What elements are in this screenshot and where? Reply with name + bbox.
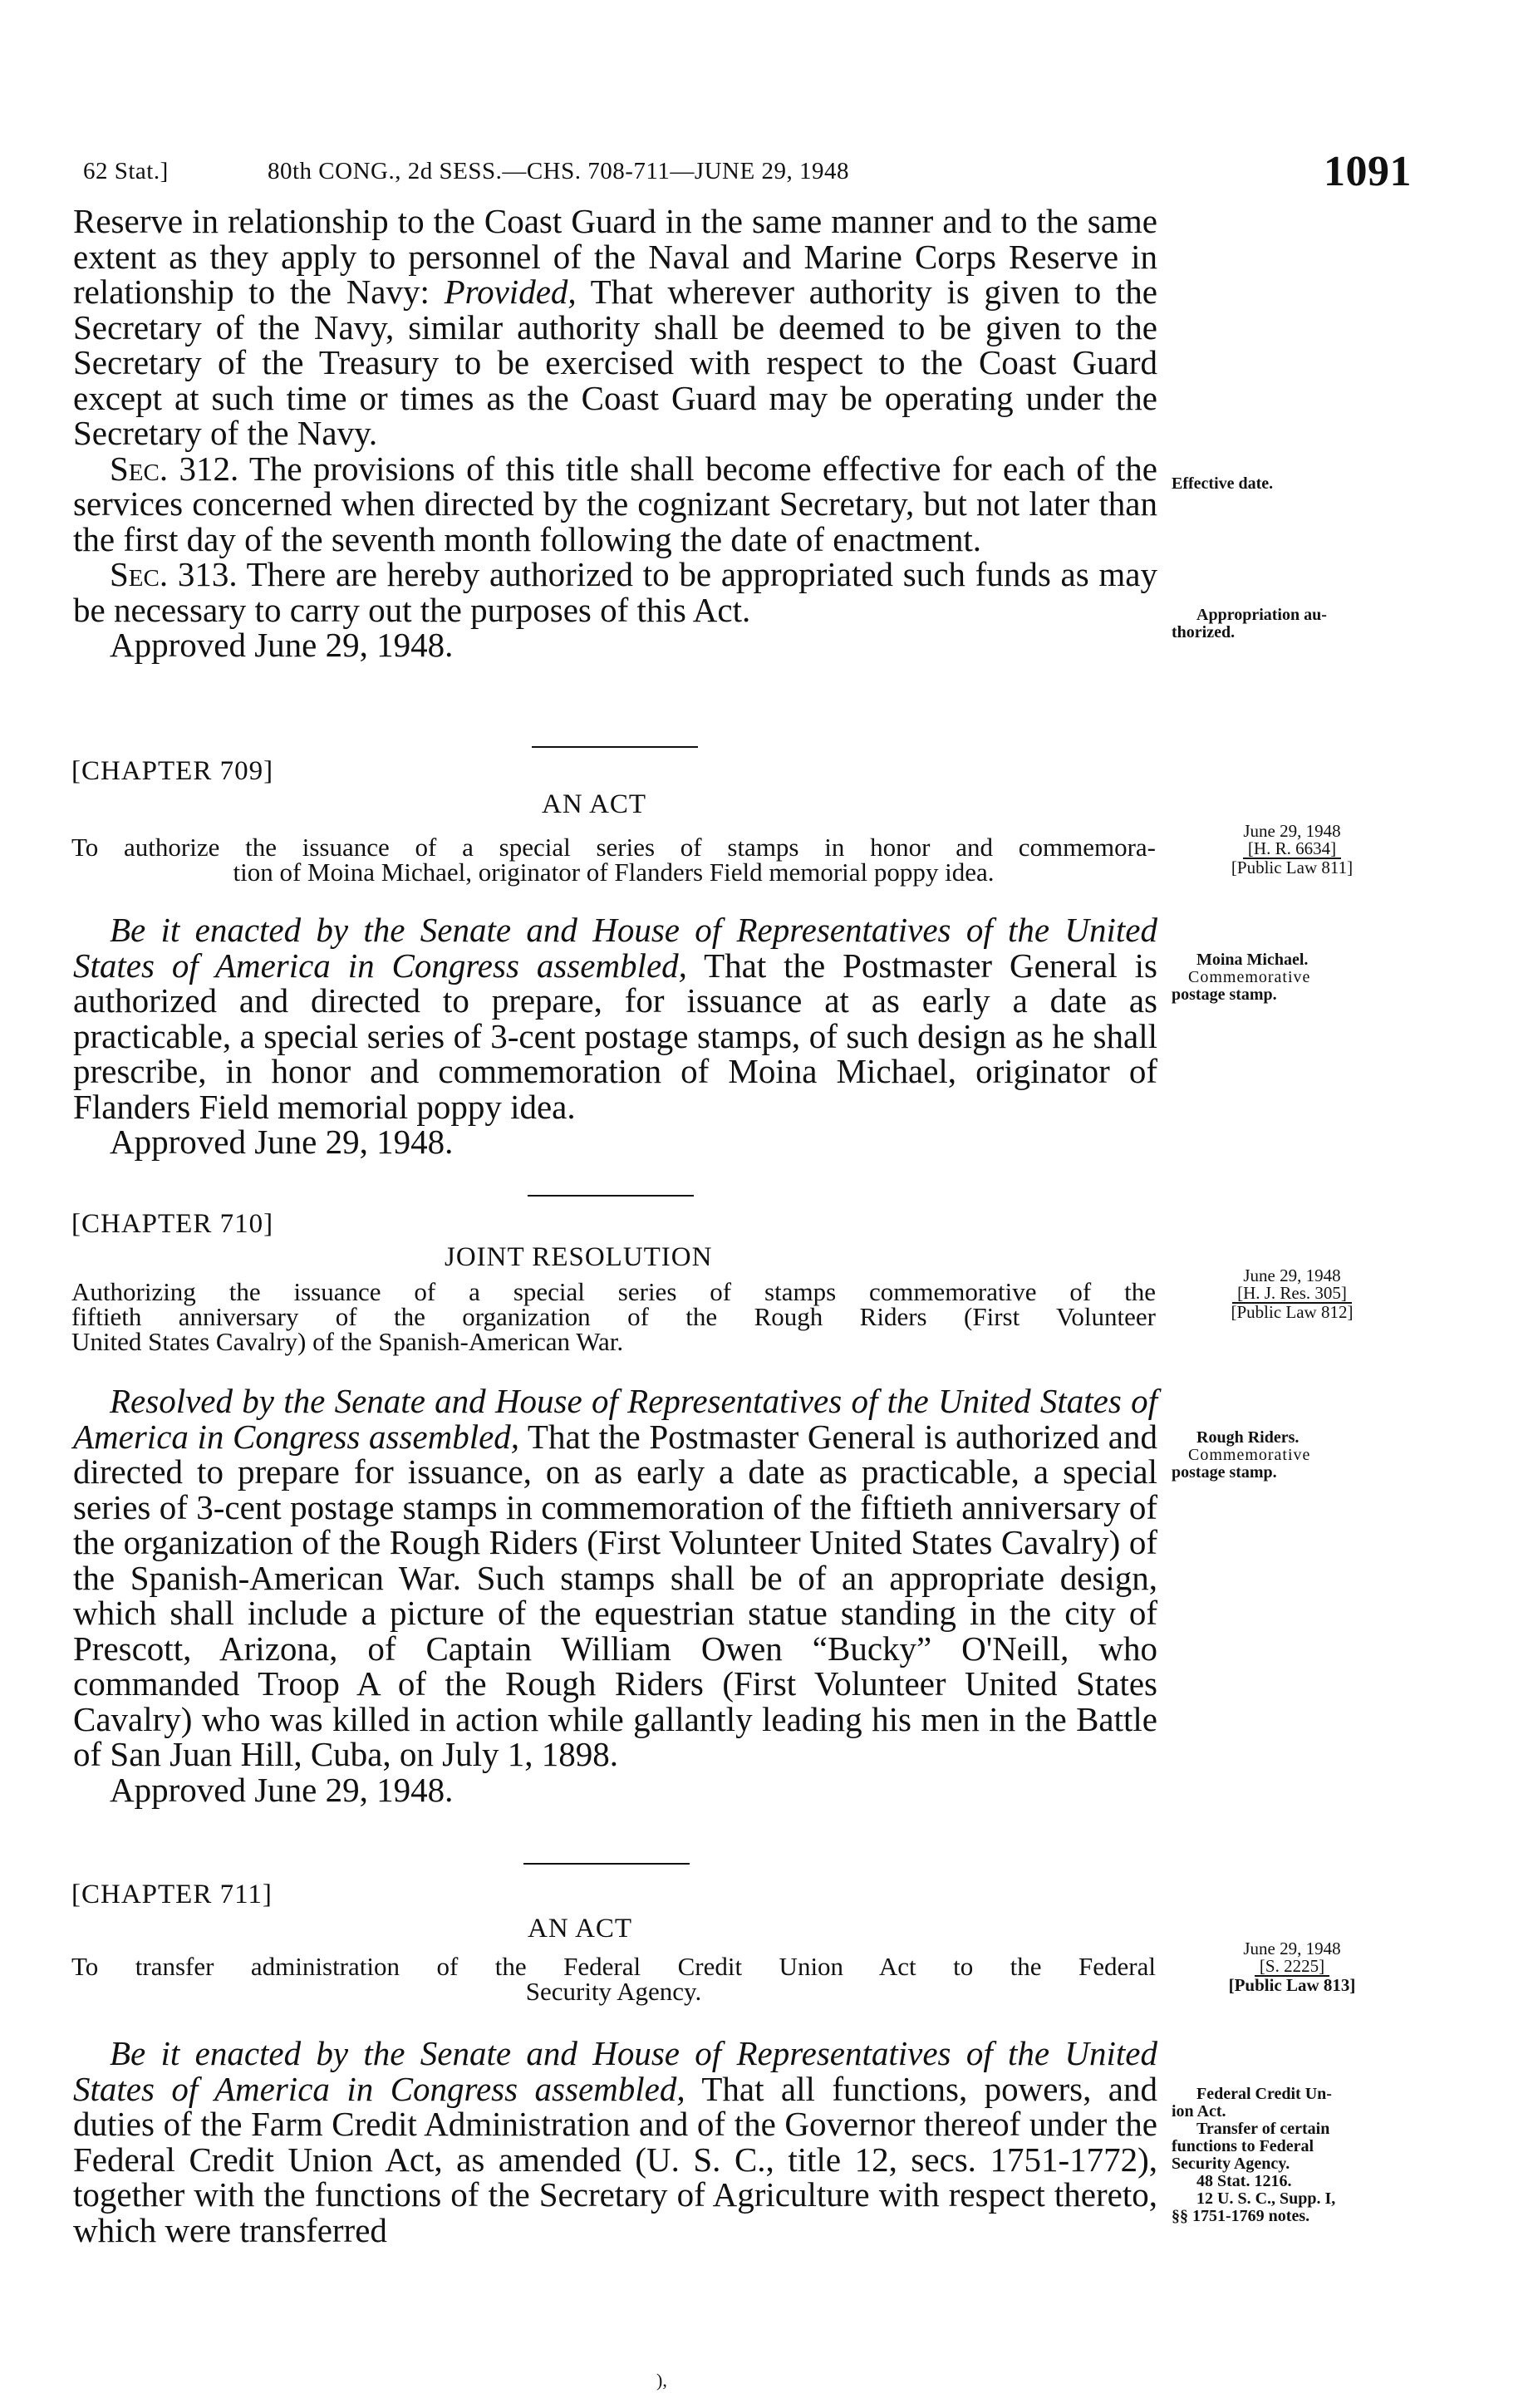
page-number: 1091	[1324, 148, 1412, 195]
enacting-clause: Be it enacted by the Senate and House of Representatives of the United States of America in Congress assembled,	[73, 911, 1157, 985]
margin-line: Federal Credit Un-	[1196, 2085, 1332, 2103]
section-312	[73, 451, 1157, 558]
resolving-clause: Resolved by the Senate and House of Representatives of the United States of America in Congress assembled,	[73, 1382, 1157, 1456]
chapter-711-body	[73, 2036, 1157, 2248]
section-rule	[528, 1195, 694, 1197]
margin-line: Rough Riders.	[1196, 1428, 1300, 1447]
enacting-paragraph	[73, 2036, 1157, 2248]
title-line: fiftieth anniversary of the organization of the Rough Riders (First Volunteer	[71, 1302, 1156, 1331]
section-text: The provisions of this title shall become effective for each of the services concerned when directed by the cognizant Secretary, but not later than the first day of the seventh month following the date of enactment.	[73, 449, 1157, 558]
section-text: There are hereby authorized to be appropriated such funds as may be necessary to carry out the purposes of this Act.	[73, 555, 1158, 629]
act-text: That all functions, powers, and duties of the Farm Credit Administration and of the Governor thereof under the Federal Credit Union Act, as amended (U. S. C., title 12, secs. 1751-1772), together with the functions of the Secretary of Agriculture with respect thereto, which were transferred	[73, 2069, 1157, 2249]
chapter-709-title	[71, 835, 1156, 885]
section-label: Sec. 312.	[110, 449, 239, 488]
margin-note-moina-michael	[1172, 951, 1413, 1004]
margin-line: Transfer of certain	[1196, 2120, 1330, 2138]
approved-line: Approved June 29, 1948.	[110, 1770, 454, 1809]
approved-line: Approved June 29, 1948.	[110, 1123, 454, 1161]
title-line: Authorizing the issuance of a special series of stamps commemorative of the	[71, 1277, 1156, 1306]
bill-number: [S. 2225]	[1255, 1958, 1329, 1977]
margin-line: postage stamp.	[1172, 985, 1277, 1004]
title-line: To transfer administration of the Federal Credit Union Act to the Federal	[71, 1952, 1156, 1981]
title-line: United States Cavalry) of the Spanish-American War.	[71, 1327, 624, 1356]
approval-date: June 29, 1948	[1243, 821, 1341, 841]
title-line: Security Agency.	[525, 1977, 702, 2006]
running-head-volume: 62 Stat.]	[83, 158, 169, 184]
chapter-709-body	[73, 912, 1157, 1160]
margin-note-rough-riders	[1172, 1429, 1413, 1482]
public-law-number: [Public Law 813]	[1228, 1975, 1356, 1995]
bill-number: [H. J. Res. 305]	[1232, 1285, 1352, 1304]
resolving-paragraph	[73, 1383, 1157, 1772]
margin-line: Security Agency.	[1172, 2155, 1290, 2173]
margin-line: 12 U. S. C., Supp. I,	[1196, 2189, 1336, 2208]
margin-line: functions to Federal	[1172, 2137, 1314, 2155]
chapter-711-heading: AN ACT	[528, 1914, 633, 1944]
margin-line: 48 Stat. 1216.	[1196, 2172, 1292, 2190]
margin-line: §§ 1751-1769 notes.	[1172, 2207, 1310, 2225]
public-law-number: [Public Law 811]	[1231, 858, 1354, 877]
chapter-710-title	[71, 1277, 1156, 1356]
margin-line: Commemorative	[1188, 968, 1311, 986]
act-text: That the Postmaster General is authorized and directed to prepare, for issuance at as early a date as practicable, a special series of 3-cent postage stamps, of such design as he shall prescribe, in honor and commemoration of Moina Michael, originator of Flanders Field memorial poppy idea.	[73, 946, 1157, 1126]
chapter-711-title	[71, 1954, 1156, 2004]
chapter-710-heading: JOINT RESOLUTION	[445, 1242, 713, 1272]
chapter-711-reference	[1172, 1940, 1413, 1994]
running-head-session: 80th CONG., 2d SESS.—CHS. 708-711—JUNE 29, 1948	[268, 158, 849, 184]
chapter-709-label: [CHAPTER 709]	[71, 756, 274, 786]
provided-word: Provided,	[444, 273, 577, 311]
chapter-710-reference	[1172, 1267, 1413, 1321]
margin-line: Appropriation au-	[1196, 606, 1327, 624]
footer-mark: ),	[656, 2370, 667, 2391]
enacting-clause: Be it enacted by the Senate and House of Representatives of the United States of America in Congress assembled,	[73, 2034, 1157, 2108]
section-rule	[523, 1863, 690, 1865]
margin-note-federal-credit-union	[1172, 2086, 1413, 2225]
bill-number: [H. R. 6634]	[1243, 840, 1341, 859]
para-text: Reserve in relationship to the Coast Guard in the same manner and to the same extent as they apply to personnel of the Naval and Marine Corps Reserve in relationship to the Navy:	[73, 202, 1157, 311]
continuation-block	[73, 204, 1157, 663]
enacting-paragraph	[73, 912, 1157, 1124]
margin-line: postage stamp.	[1172, 1463, 1277, 1482]
chapter-709-heading: AN ACT	[542, 789, 647, 819]
title-line: tion of Moina Michael, originator of Flanders Field memorial poppy idea.	[233, 858, 995, 887]
title-line: To authorize the issuance of a special series of stamps in honor and commemora-	[71, 833, 1156, 862]
chapter-711-label: [CHAPTER 711]	[71, 1880, 273, 1909]
chapter-710-body	[73, 1383, 1157, 1807]
margin-line: Commemorative	[1188, 1446, 1311, 1464]
resolution-text: That the Postmaster General is authorized and directed to prepare for issuance, on as early a date as practicable, a special series of 3-cent postage stamps in commemoration of the fiftieth anniversary of the organization of the Rough Riders (First Volunteer United States Cavalry) of the Spanish-American War. Such stamps shall be of an appropriate design, which shall include a picture of the equestrian statue standing in the city of Prescott, Arizona, of Captain William Owen “Bucky” O'Neill, who commanded Troop A of the Rough Riders (First Volunteer United States Cavalry) who was killed in action while gallantly leading his men in the Battle of San Juan Hill, Cuba, on July 1, 1898.	[73, 1417, 1158, 1773]
margin-line: Moina Michael.	[1196, 951, 1309, 969]
section-label: Sec. 313.	[110, 555, 238, 593]
section-rule	[532, 746, 698, 748]
margin-line: thorized.	[1172, 623, 1236, 641]
para-text: That wherever authority is given to the Secretary of the Navy, similar authority shall be deemed to be given to the Secretary of the Treasury to be exercised with respect to the Coast Guard except at such time or times as the Coast Guard may be operating under the Secretary of the Navy.	[73, 273, 1158, 452]
section-313	[73, 557, 1157, 627]
chapter-710-label: [CHAPTER 710]	[71, 1209, 274, 1239]
continuation-paragraph	[73, 204, 1157, 451]
public-law-number: [Public Law 812]	[1231, 1302, 1354, 1322]
approval-date: June 29, 1948	[1243, 1939, 1341, 1958]
margin-note-appropriation	[1172, 607, 1413, 641]
margin-line: ion Act.	[1172, 2102, 1226, 2121]
approved-line: Approved June 29, 1948.	[110, 626, 454, 664]
approval-date: June 29, 1948	[1243, 1265, 1341, 1285]
margin-note-effective-date: Effective date.	[1172, 474, 1274, 493]
chapter-709-reference	[1172, 823, 1413, 877]
